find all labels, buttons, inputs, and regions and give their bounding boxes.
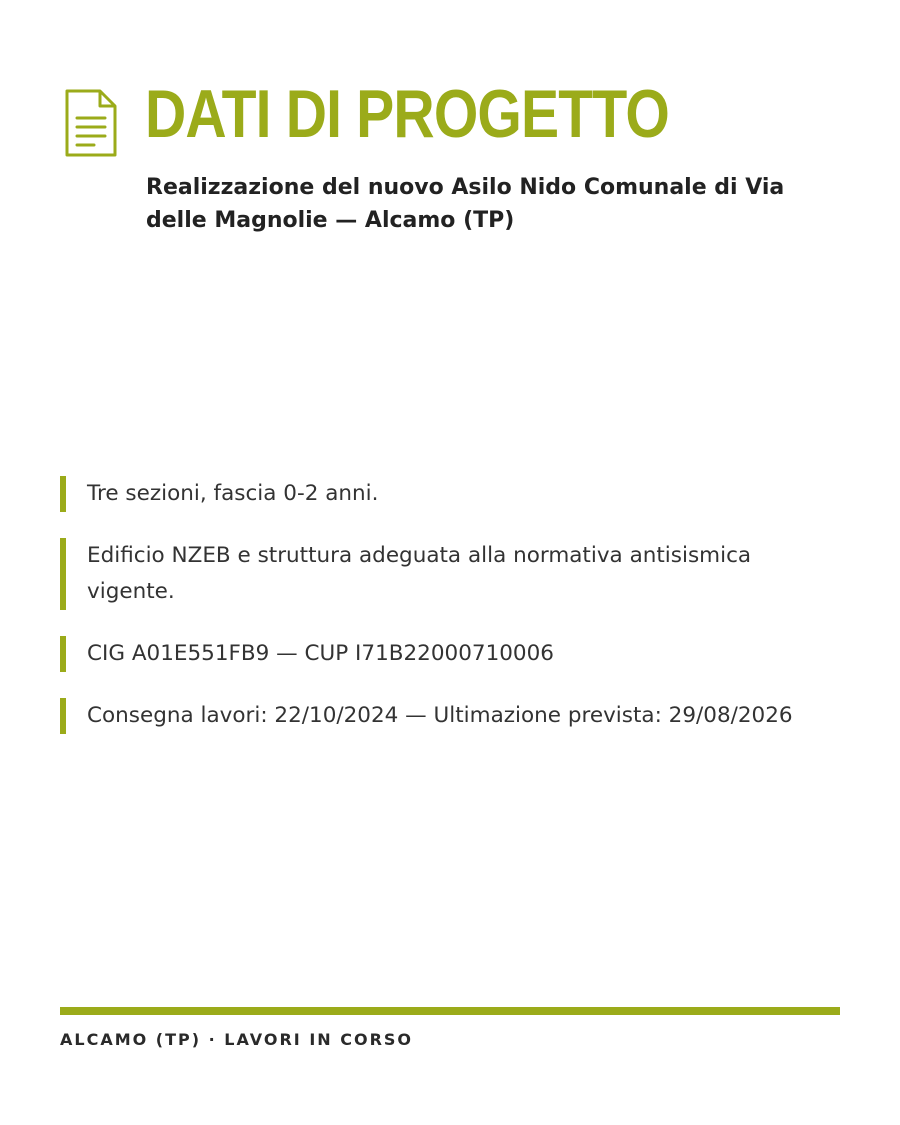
detail-item-sections: Tre sezioni, fascia 0-2 anni. [60,476,840,512]
document-icon [64,88,118,158]
page-subtitle: Realizzazione del nuovo Asilo Nido Comunale di Via delle Magnolie — Alcamo (TP) [146,175,785,233]
detail-item-codes: CIG A01E551FB9 — CUP I71B22000710006 [60,636,840,672]
project-details-list [60,476,840,760]
detail-item-dates: Consegna lavori: 22/10/2024 — Ultimazione prevista: 29/08/2026 [60,698,840,734]
footer-divider [60,1007,840,1015]
footer-label: ALCAMO (TP) · LAVORI IN CORSO [60,1030,414,1049]
page-title: DATI DI PROGETTO [145,76,669,152]
detail-item-building: Edificio NZEB e struttura adeguata alla normativa antisismica vigente. [60,538,840,610]
